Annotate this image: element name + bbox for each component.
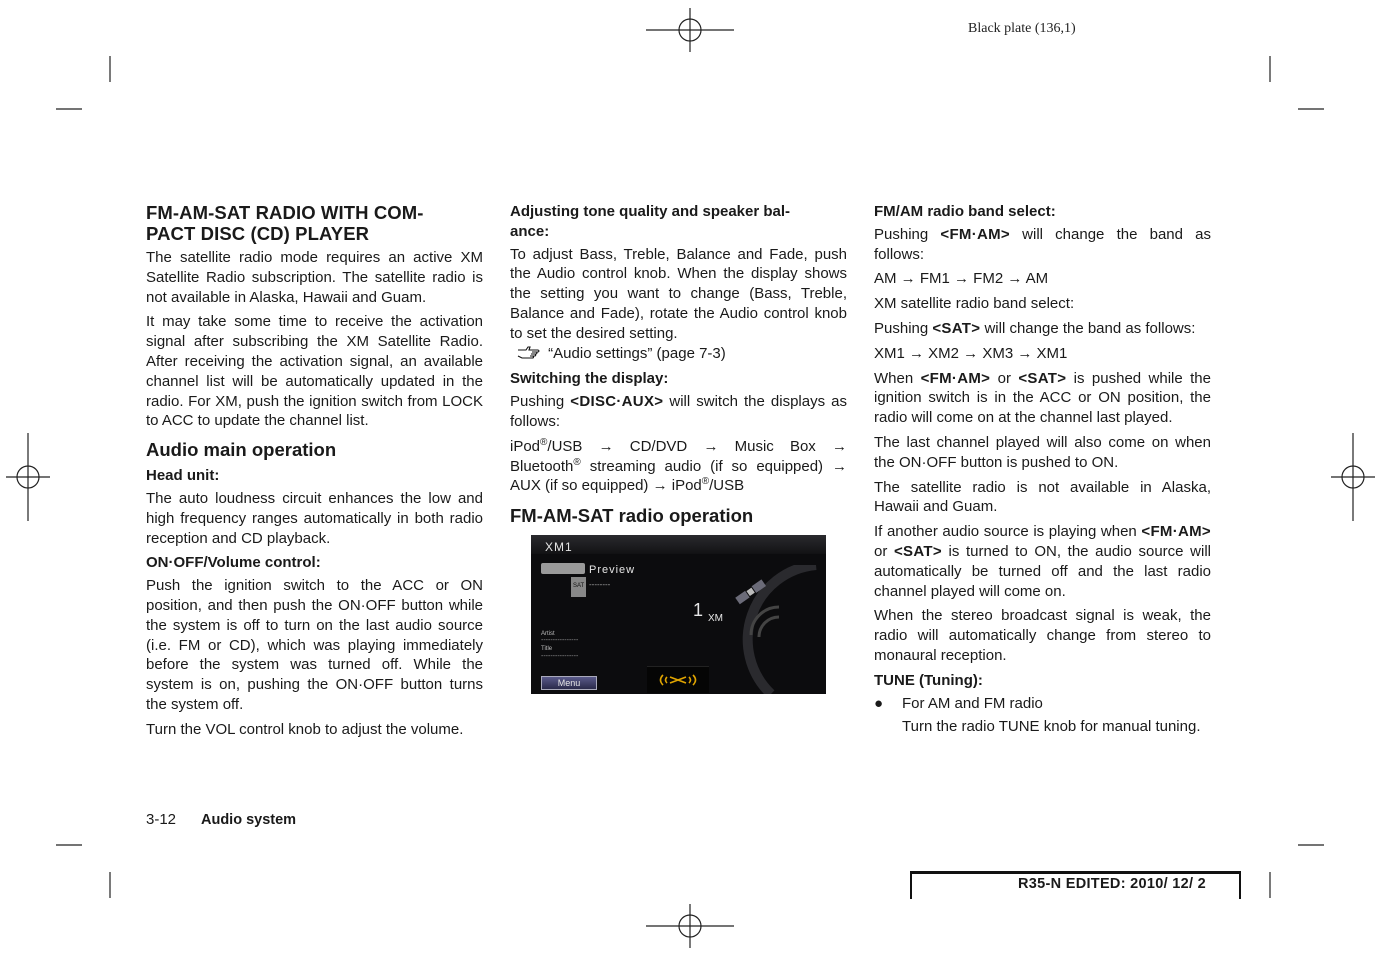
- artist-label: Artist: [541, 631, 555, 638]
- paragraph-last-played: [874, 369, 1211, 428]
- paragraph-activation: It may take some time to receive the activation signal after subscribing the XM Satellite Radio. After receiving the activation signal, an available channel list will be automatically updated in the radio. For XM, push the ignition switch from LOCK to ACC to update the channel list.: [146, 313, 483, 430]
- heading-on-off-volume: ON·OFF/Volume control:: [146, 554, 321, 572]
- text-turned-on: is turned to ON, the audio source will automatically be turned off and the last radio channel played will come on.: [874, 542, 1211, 600]
- text-if-another: If another audio source is playing when: [874, 523, 1142, 541]
- heading-tone-quality: [510, 202, 847, 242]
- paragraph-loudness: The auto loudness circuit enhances the low and high frequency ranges automatically in both radio reception and CD playback.: [146, 489, 483, 547]
- text-pushing: Pushing: [874, 319, 933, 337]
- text-change-band: will change the band as follows:: [874, 225, 1211, 263]
- paragraph-other-source: [874, 522, 1211, 601]
- column-3: [874, 202, 1211, 737]
- heading-tone-line1: Adjusting tone quality and speaker bal-: [510, 203, 791, 220]
- seq-usb-to-bluetooth: /USB → CD/DVD → Music Box → Bluetooth: [510, 437, 847, 475]
- text-pushed-while: is pushed while the ignition switch is in the ACC or ON position, the radio will come on at the channel last played.: [874, 369, 1211, 427]
- heading-tune: TUNE (Tuning):: [874, 671, 983, 689]
- radio-display-screenshot: [531, 535, 826, 694]
- heading-switching-display: Switching the display:: [510, 370, 669, 388]
- bullet-dot-icon: ●: [874, 694, 884, 712]
- paragraph-availability: The satellite radio is not available in Alaska, Hawaii and Guam.: [874, 478, 1211, 516]
- channel-band-xm: XM: [708, 613, 723, 625]
- preview-dashes: --------: [589, 580, 611, 590]
- key-sat: <SAT>: [1018, 369, 1067, 387]
- paragraph-display-sequence: [510, 437, 847, 496]
- xm-band-sequence: XM1 → XM2 → XM3 → XM1: [874, 344, 1068, 362]
- column-1: [146, 202, 483, 745]
- band-label: XM1: [545, 540, 573, 555]
- registered-mark: ®: [573, 456, 581, 468]
- paragraph-subscription: The satellite radio mode requires an active XM Satellite Radio subscription. The satellite radio is not available in Alaska, Hawaii and Guam.: [146, 249, 483, 306]
- paragraph-xm-band-select: XM satellite radio band select:: [874, 295, 1075, 313]
- text-or: or: [874, 542, 894, 560]
- reference-text: “Audio settings” (page 7-3): [548, 344, 726, 362]
- xm-radio-logo-icon: [647, 666, 709, 693]
- section-title: [146, 202, 483, 244]
- paragraph-switching: [510, 392, 847, 432]
- heading-audio-main-operation: Audio main operation: [146, 439, 337, 461]
- cross-reference: [510, 344, 847, 364]
- plate-label: Black plate (136,1): [968, 21, 1076, 36]
- page-number: 3-12: [146, 811, 177, 828]
- heading-head-unit: Head unit:: [146, 467, 220, 485]
- paragraph-on-off-last-channel: The last channel played will also come on when the ON·OFF button is pushed to ON.: [874, 433, 1211, 471]
- footer-section-title: Audio system: [201, 812, 297, 828]
- key-fm-am: <FM·AM>: [1141, 523, 1211, 541]
- menu-button[interactable]: Menu: [541, 676, 597, 690]
- heading-fm-am-sat-operation: FM-AM-SAT radio operation: [510, 505, 754, 527]
- text-or: or: [990, 369, 1019, 387]
- bullet-text: For AM and FM radio: [902, 694, 1043, 712]
- edited-stamp: R35-N EDITED: 2010/ 12/ 2: [1018, 876, 1207, 892]
- registered-mark: ®: [701, 476, 710, 488]
- seq-streaming-to-ipod: streaming audio (if so equipped) → AUX (if so equipped) → iPod: [510, 457, 847, 495]
- section-title-line1: FM-AM-SAT RADIO WITH COM-: [146, 202, 424, 223]
- paragraph-stereo-weak: When the stereo broadcast signal is weak, the radio will automatically change from stereo to monaural reception.: [874, 607, 1211, 664]
- text-pushing: Pushing: [510, 393, 571, 411]
- artist-dashes: ----------------: [541, 637, 579, 645]
- text-switch-displays: will switch the displays as follows:: [510, 393, 848, 430]
- xm-waves-icon: [647, 667, 709, 693]
- preview-label: Preview: [589, 564, 636, 577]
- paragraph-fm-am-band: [874, 225, 1211, 265]
- column-2: [510, 202, 847, 694]
- bullet-subtext: Turn the radio TUNE knob for manual tuning.: [902, 718, 1201, 736]
- key-fm-am: <FM·AM>: [940, 225, 1010, 243]
- heading-tone-line2: ance:: [510, 222, 550, 240]
- sat-badge: SAT: [571, 577, 586, 597]
- seq-ipod: iPod: [510, 437, 541, 455]
- text-change-band: will change the band as follows:: [980, 319, 1196, 337]
- seq-usb: /USB: [709, 477, 745, 495]
- reference-hand-icon: [516, 344, 544, 360]
- key-sat: <SAT>: [932, 319, 981, 337]
- fm-band-sequence: AM → FM1 → FM2 → AM: [874, 270, 1049, 288]
- registered-mark: ®: [540, 436, 548, 448]
- section-title-line2: PACT DISC (CD) PLAYER: [146, 223, 370, 244]
- paragraph-on-off: Push the ignition switch to the ACC or ON position, and then push the ON·OFF button while the system is off to turn on the last audio source (i.e. FM or CD), which was playing immediately before the system was turned off. While the system is on, pushing the ON·OFF button turns the system off.: [146, 577, 483, 713]
- heading-fm-am-band-select: FM/AM radio band select:: [874, 203, 1056, 220]
- paragraph-volume: Turn the VOL control knob to adjust the volume.: [146, 720, 464, 738]
- paragraph-tone: To adjust Bass, Treble, Balance and Fade, push the Audio control knob. When the display shows the setting you want to change (Bass, Treble, Balance and Fade), rotate the Audio control knob to set the desired setting.: [510, 245, 847, 342]
- bullet-item: [874, 694, 1211, 714]
- xm-logo-icon: [541, 563, 585, 574]
- key-fm-am: <FM·AM>: [920, 369, 991, 387]
- screen-top-bar: [531, 535, 826, 554]
- title-dashes: ----------------: [541, 653, 579, 661]
- key-sat: <SAT>: [893, 542, 942, 560]
- text-when: When: [874, 369, 921, 387]
- key-disc-aux: <DISC·AUX>: [570, 393, 664, 411]
- title-label: Title: [541, 646, 553, 653]
- channel-number: 1: [693, 600, 704, 621]
- text-pushing: Pushing: [874, 225, 941, 243]
- satellite-icon: [721, 565, 826, 694]
- paragraph-sat-band: [874, 319, 1211, 339]
